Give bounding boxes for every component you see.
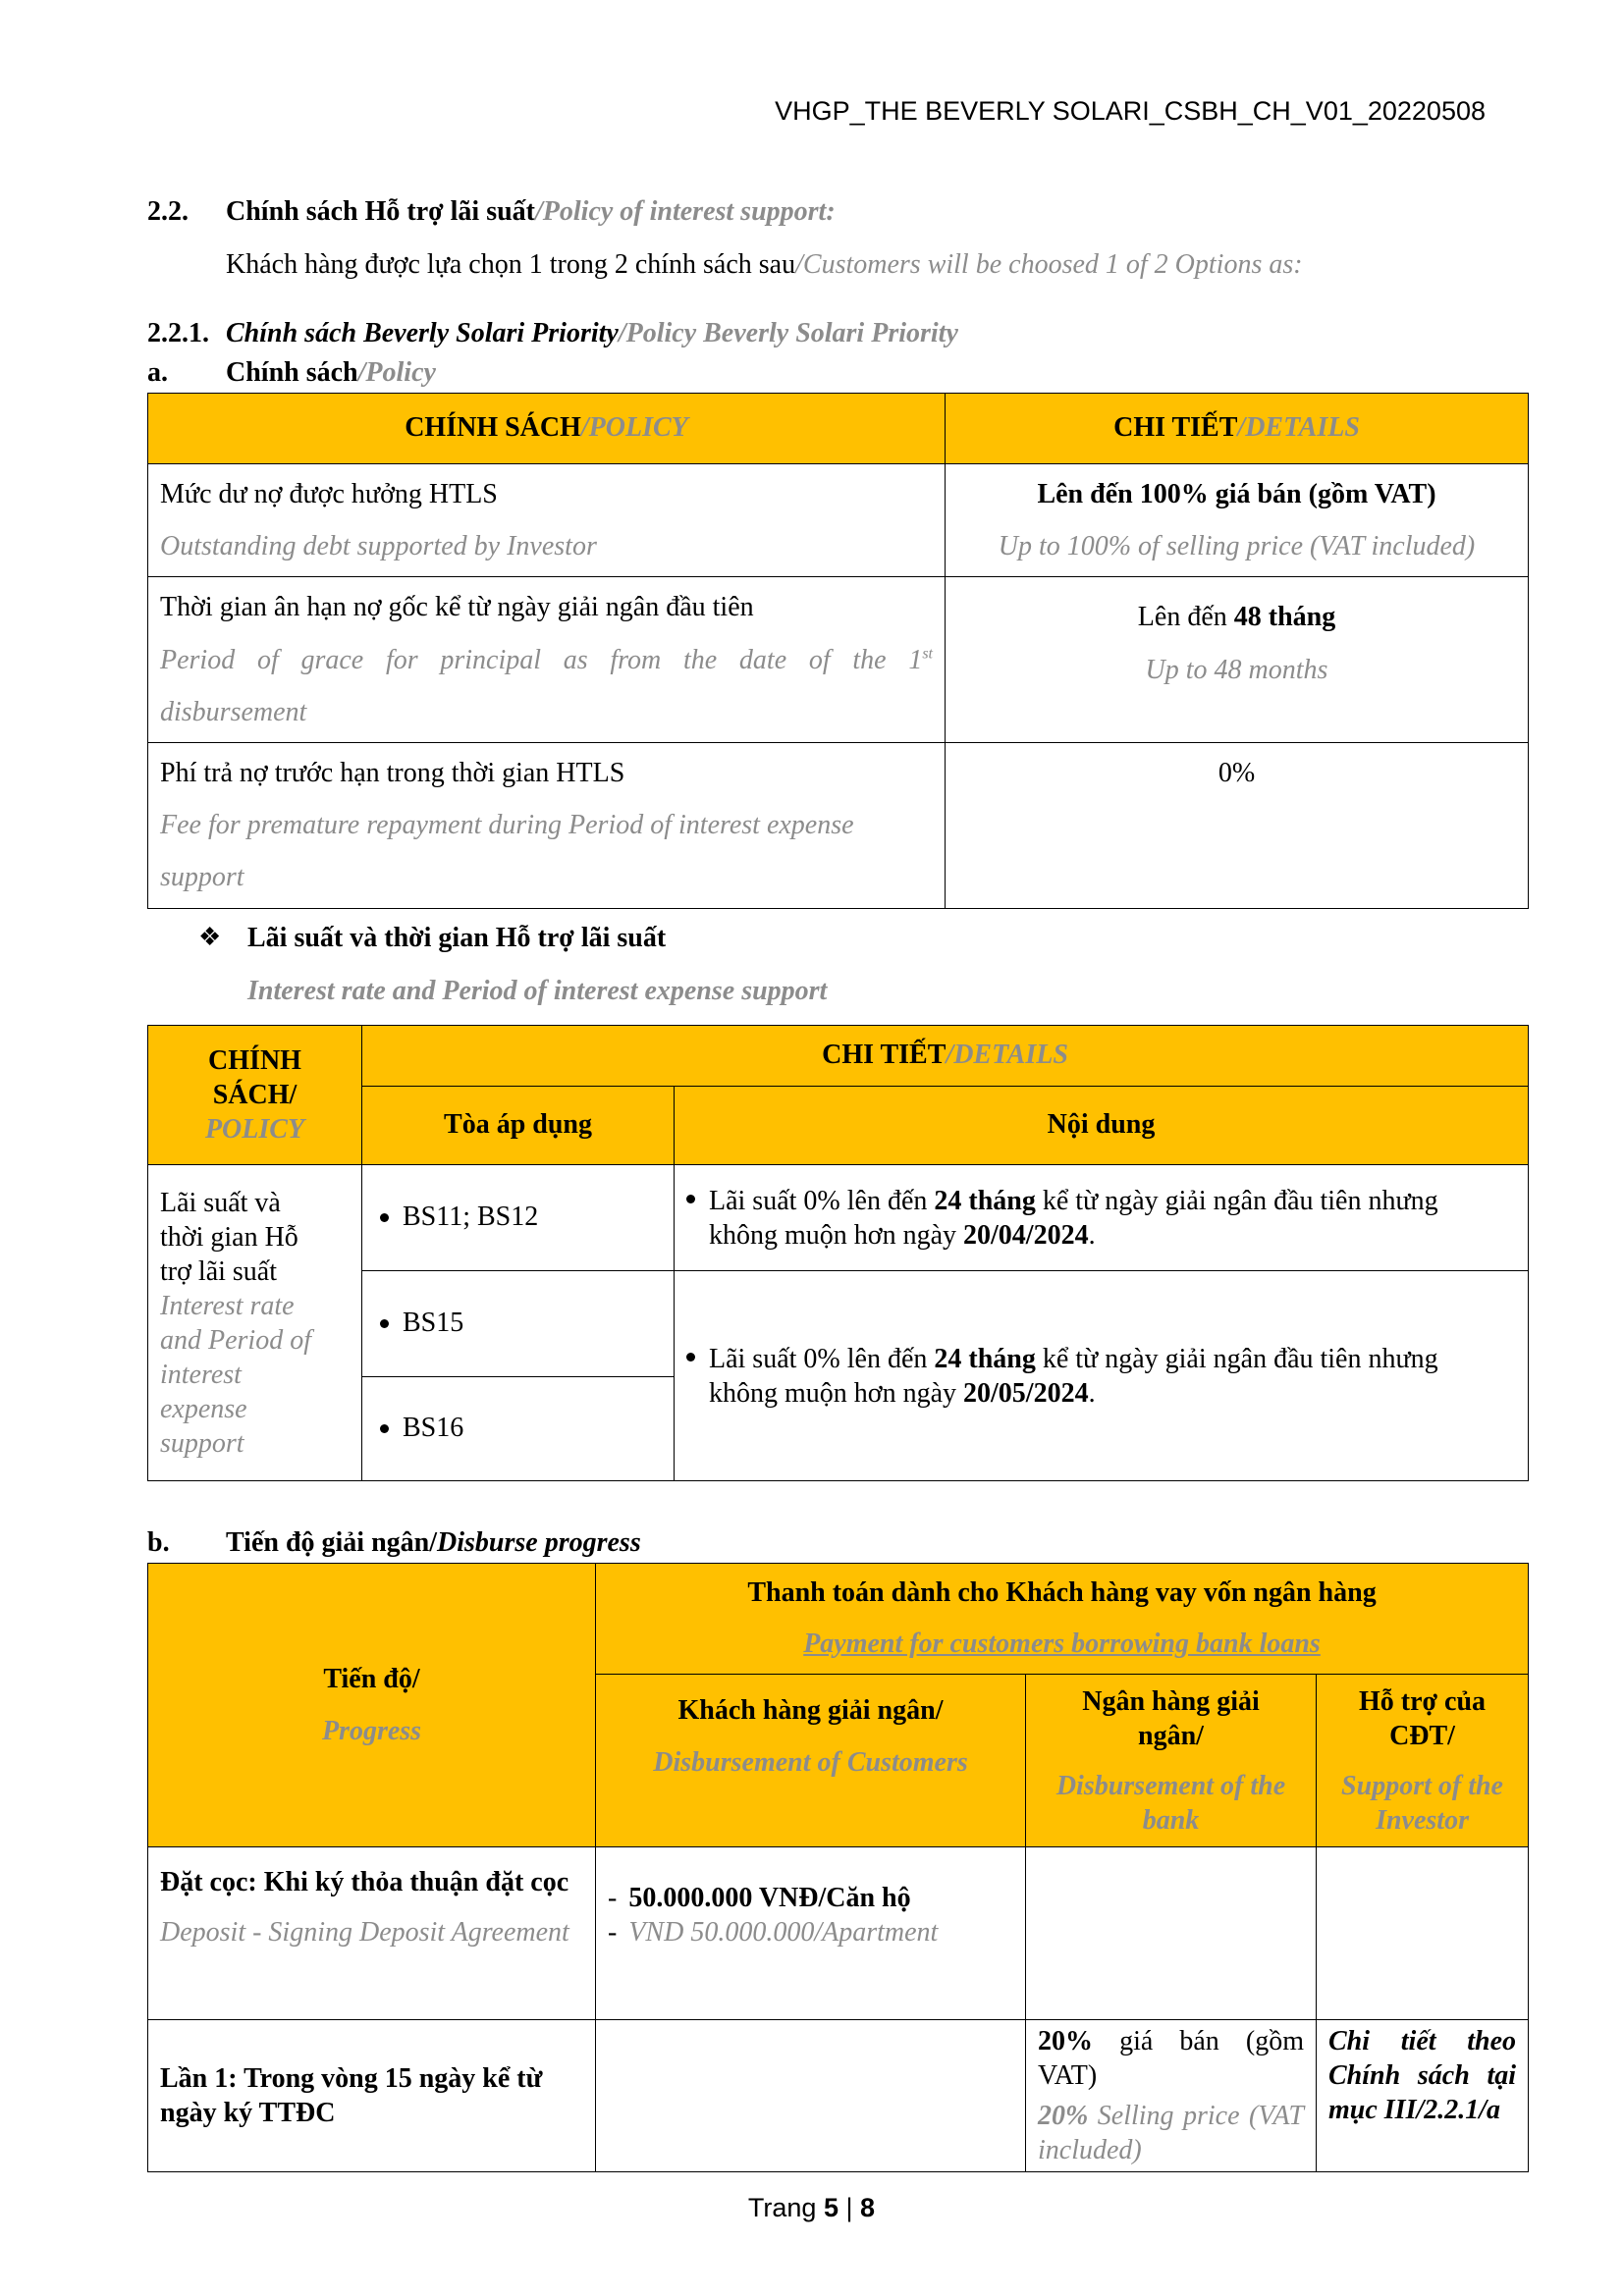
section-a-letter: a. [147,357,168,388]
header-payment: Thanh toán dành cho Khách hàng vay vốn ngân hàng Payment for customers borrowing bank loans [596,1564,1529,1675]
header-bank: Ngân hàng giải ngân/ Disbursement of the bank [1026,1674,1317,1846]
header-customer: Khách hàng giải ngân/ Disbursement of Customers [596,1674,1026,1846]
policy-cell: Phí trả nợ trước hạn trong thời gian HTLS Fee for premature repayment during Period of interest expense support [148,742,946,908]
title-vi: Chính sách Beverly Solari Priority [226,318,619,348]
section-number: 2.2. [147,196,189,227]
policy-table [147,393,1529,909]
intro-en: /Customers will be choosed 1 of 2 Options as: [795,249,1303,280]
header-buildings: Tòa áp dụng [362,1087,675,1165]
section-b-title [226,1527,641,1559]
table-row [148,1846,1529,2019]
interest-section-subtitle: Interest rate and Period of interest expense support [247,976,828,1006]
title-en: /Policy of interest support: [535,196,836,227]
title-en: /Policy Beverly Solari Priority [618,318,958,348]
title-vi: Chính sách Hỗ trợ lãi suất [226,196,535,227]
section-2-2-1-title [226,318,958,349]
building-cell: BS11; BS12 [362,1165,675,1271]
bank-cell: 20% giá bán (gồm VAT) 20% Selling price (VAT included) [1026,2019,1317,2171]
page-number: 5 [823,2193,839,2222]
disburse-table [147,1563,1529,2172]
page-total: 8 [860,2193,876,2222]
title-en: /Policy [357,357,436,388]
content-cell: Lãi suất 0% lên đến 24 tháng kể từ ngày giải ngân đầu tiên nhưng không muộn hơn ngày 20/04/2024. [675,1165,1529,1271]
section-a-title [226,357,436,389]
section-2-2-heading [147,196,189,228]
bullet-icon [380,1213,389,1222]
policy-cell: Lãi suất và thời gian Hỗ trợ lãi suất Interest rate and Period of interest expense support [148,1165,362,1481]
investor-cell: Chi tiết theo Chính sách tại mục III/2.2.1/a [1317,2019,1529,2171]
section-2-2-title [226,196,836,228]
table-row [148,2019,1529,2171]
interest-section-title: Lãi suất và thời gian Hỗ trợ lãi suất [247,923,667,953]
detail-cell: Lên đến 48 tháng Up to 48 months [946,577,1529,743]
table-row [148,742,1529,908]
bank-cell [1026,1846,1317,2019]
title-en: Disburse progress [437,1527,641,1558]
page-separator: | [839,2193,861,2222]
progress-cell: Đặt cọc: Khi ký thỏa thuận đặt cọc Deposit - Signing Deposit Agreement [148,1846,596,2019]
section-b-letter: b. [147,1527,170,1558]
header-details: CHI TIẾT/DETAILS [946,394,1529,464]
detail-cell: 0% [946,742,1529,908]
section-2-2-intro [226,249,1303,281]
policy-cell: Thời gian ân hạn nợ gốc kể từ ngày giải ngân đầu tiên Period of grace for principal as from the date of the 1st disbursement [148,577,946,743]
interest-table [147,1025,1529,1481]
bullet-icon [380,1319,389,1328]
header-progress: Tiến độ/ Progress [148,1564,596,1847]
investor-cell [1317,1846,1529,2019]
intro-vi: Khách hàng được lựa chọn 1 trong 2 chính sách sau [226,249,796,280]
header-content: Nội dung [675,1087,1529,1165]
header-policy: CHÍNH SÁCH/ POLICY [148,1026,362,1165]
bullet-icon [380,1424,389,1433]
diamond-bullet-icon: ❖ [198,923,222,951]
page-footer [0,2193,1623,2223]
title-vi: Tiến độ giải ngân/ [226,1527,438,1558]
header-details: CHI TIẾT/DETAILS [362,1026,1529,1087]
page-label: Trang [747,2193,824,2222]
header-investor: Hỗ trợ của CĐT/ Support of the Investor [1317,1674,1529,1846]
table-row [148,464,1529,577]
content-cell: Lãi suất 0% lên đến 24 tháng kể từ ngày giải ngân đầu tiên nhưng không muộn hơn ngày 20/05/2024. [675,1271,1529,1481]
table-row [148,577,1529,743]
detail-cell: Lên đến 100% giá bán (gồm VAT) Up to 100% of selling price (VAT included) [946,464,1529,577]
policy-cell: Mức dư nợ được hưởng HTLS Outstanding debt supported by Investor [148,464,946,577]
progress-cell: Lần 1: Trong vòng 15 ngày kể từ ngày ký TTĐC [148,2019,596,2171]
building-cell: BS16 [362,1377,675,1481]
section-number: 2.2.1. [147,318,209,348]
bullet-icon [686,1195,695,1203]
table-row [148,1165,1529,1271]
bullet-icon [686,1353,695,1362]
customer-cell [596,2019,1026,2171]
header-policy: CHÍNH SÁCH/POLICY [148,394,946,464]
title-vi: Chính sách [226,357,358,388]
customer-cell: - 50.000.000 VNĐ/Căn hộ - VND 50.000.000/Apartment [596,1846,1026,2019]
building-cell: BS15 [362,1271,675,1377]
section-2-2-1-heading [147,318,209,349]
document-code: VHGP_THE BEVERLY SOLARI_CSBH_CH_V01_20220508 [775,96,1486,126]
